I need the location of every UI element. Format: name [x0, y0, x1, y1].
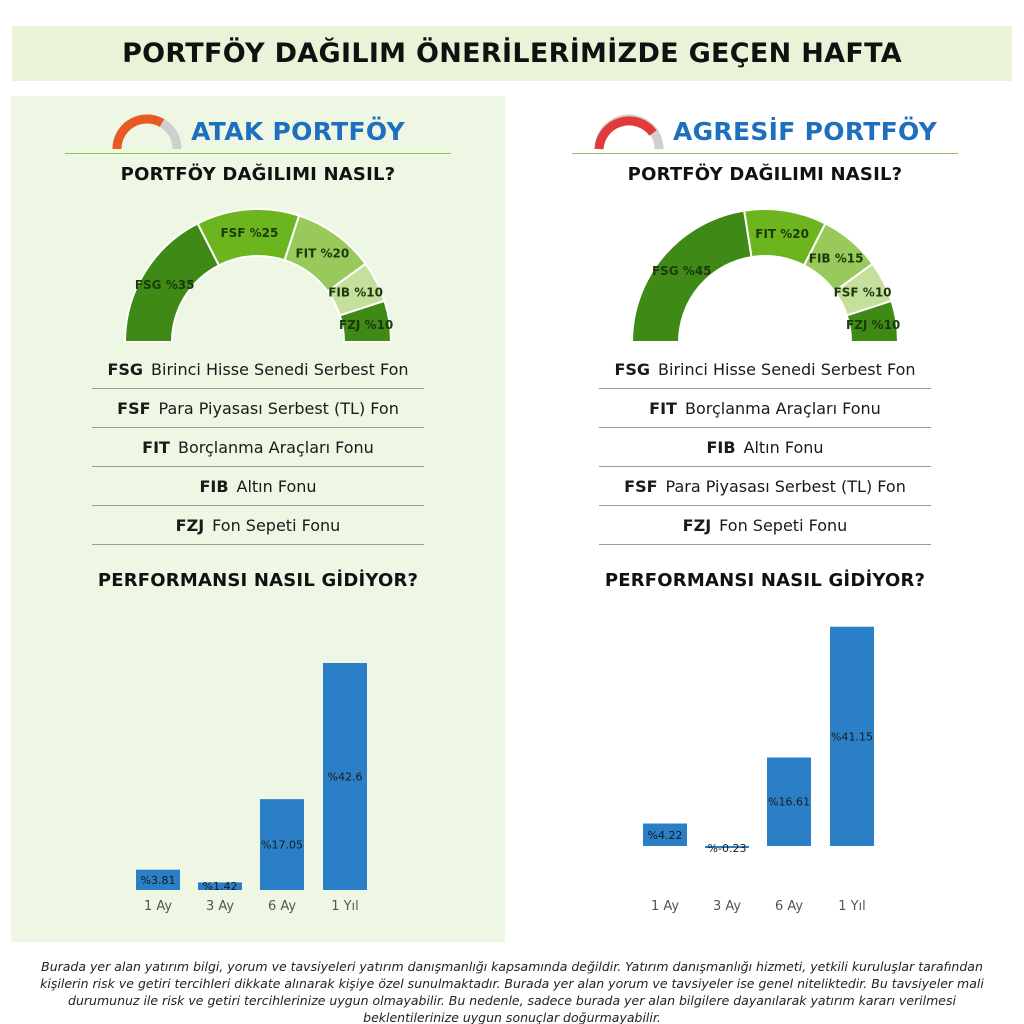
- fund-name: Para Piyasası Serbest (TL) Fon: [665, 476, 906, 496]
- title-bar: [12, 26, 1012, 81]
- fund-name: Fon Sepeti Fonu: [212, 515, 341, 535]
- fund-code: FSF: [624, 476, 658, 496]
- panel-header: [572, 110, 958, 154]
- legend-row: [599, 350, 931, 389]
- slice-label: FZJ %10: [846, 317, 901, 332]
- bar-value-label: %41.15: [831, 730, 873, 744]
- performance-heading: PERFORMANSI NASIL GİDİYOR?: [604, 570, 926, 591]
- x-tick-label: 1 Yıl: [331, 899, 359, 914]
- bar-value-label: %42.6: [327, 770, 363, 784]
- agresif-portfoy-panel: [518, 96, 1012, 942]
- bar-value-label: %-0.23: [707, 842, 747, 855]
- performance-bar-chart: [11, 626, 505, 926]
- fund-name: Birinci Hisse Senedi Serbest Fon: [151, 359, 409, 379]
- slice-label: FSG %45: [651, 263, 712, 278]
- x-tick-label: 1 Yıl: [838, 899, 866, 914]
- panel-header: [65, 110, 451, 154]
- legend-row: [92, 350, 424, 389]
- panel-title: ATAK PORTFÖY: [191, 117, 405, 146]
- legend-row: [599, 506, 931, 545]
- fund-name: Para Piyasası Serbest (TL) Fon: [158, 398, 399, 418]
- bar-value-label: %17.05: [261, 838, 303, 852]
- fund-code: FIT: [142, 437, 170, 457]
- slice-label: FIB %10: [328, 285, 383, 300]
- atak-portfoy-panel: [11, 96, 505, 942]
- fund-legend: [599, 350, 931, 545]
- bar-value-label: %1.42: [202, 880, 238, 894]
- fund-code: FZJ: [682, 515, 712, 535]
- slice-label: FSG %35: [134, 277, 195, 292]
- fund-name: Fon Sepeti Fonu: [719, 515, 848, 535]
- bar-value-label: %4.22: [647, 828, 683, 842]
- page-title: PORTFÖY DAĞILIM ÖNERİLERİMİZDE GEÇEN HAFTA: [122, 38, 902, 69]
- slice-label: FIB %15: [808, 251, 864, 266]
- fund-name: Altın Fonu: [236, 476, 317, 496]
- fund-code: FIB: [199, 476, 229, 496]
- legend-row: [599, 467, 931, 506]
- bar-value-label: %3.81: [140, 873, 176, 887]
- x-tick-label: 6 Ay: [267, 899, 297, 914]
- gauge-icon: [111, 113, 183, 151]
- allocation-heading: PORTFÖY DAĞILIMI NASIL?: [627, 164, 903, 185]
- fund-name: Borçlanma Araçları Fonu: [177, 437, 374, 457]
- slice-label: FZJ %10: [339, 317, 394, 332]
- fund-code: FIT: [649, 398, 677, 418]
- x-tick-label: 1 Ay: [650, 899, 680, 914]
- x-tick-label: 3 Ay: [712, 899, 742, 914]
- legend-row: [92, 389, 424, 428]
- x-tick-label: 1 Ay: [143, 899, 173, 914]
- legend-row: [92, 506, 424, 545]
- fund-name: Birinci Hisse Senedi Serbest Fon: [658, 359, 916, 379]
- fund-code: FSG: [614, 359, 651, 379]
- slice-label: FIT %20: [755, 226, 810, 241]
- fund-name: Borçlanma Araçları Fonu: [684, 398, 881, 418]
- fund-code: FSG: [107, 359, 144, 379]
- gauge-icon: [593, 113, 665, 151]
- disclaimer-text: Burada yer alan yatırım bilgi, yorum ve tavsiyeleri yatırım danışmanlığı kapsamında değildir. Yatırım danışmanlığı hizmeti, yetkili kuruluşlar tarafından kişilerin risk ve getiri tercihleri dikkate alınarak kişiye özel sunulmaktadır. Burada yer alan yorum ve tavsiyeler ise genel niteliktedir. Bu tavsiyeler mali durumunuz ile risk ve getiri tercihlerinize uygun olmayabilir. Bu nedenle, sadece burada yer alan bilgilere dayanılarak yatırım kararı verilmesi beklentilerinize uygun sonuçlar doğurmayabilir.: [40, 959, 984, 1024]
- fund-code: FSF: [117, 398, 151, 418]
- performance-bar-chart: [518, 626, 1012, 926]
- legend-row: [599, 389, 931, 428]
- fund-name: Altın Fonu: [743, 437, 824, 457]
- slice-label: FSF %25: [220, 225, 279, 240]
- performance-heading: PERFORMANSI NASIL GİDİYOR?: [97, 570, 419, 591]
- allocation-heading: PORTFÖY DAĞILIMI NASIL?: [120, 164, 396, 185]
- fund-legend: [92, 350, 424, 545]
- x-tick-label: 3 Ay: [205, 899, 235, 914]
- panel-title: AGRESİF PORTFÖY: [672, 117, 938, 146]
- fund-code: FIB: [706, 437, 736, 457]
- x-tick-label: 6 Ay: [774, 899, 804, 914]
- legend-row: [92, 428, 424, 467]
- fund-code: FZJ: [175, 515, 205, 535]
- legend-row: [92, 467, 424, 506]
- legend-row: [599, 428, 931, 467]
- slice-label: FSF %10: [833, 285, 892, 300]
- slice-label: FIT %20: [295, 246, 350, 261]
- bar-value-label: %16.61: [768, 795, 810, 809]
